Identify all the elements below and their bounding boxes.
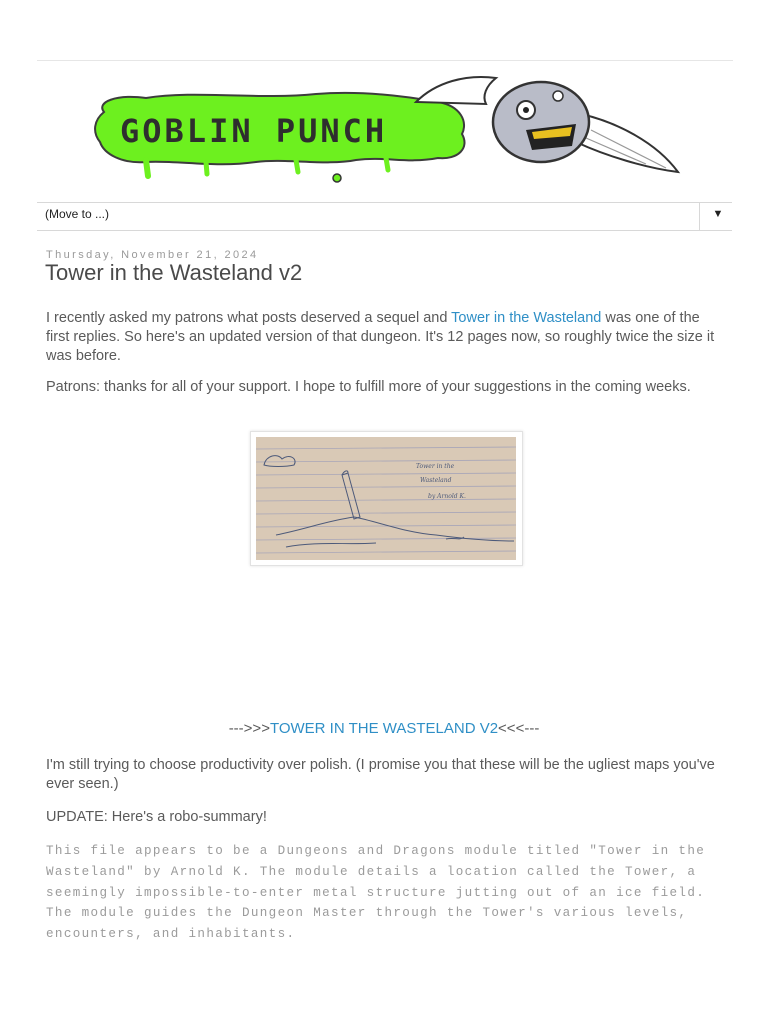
p1-text-before: I recently asked my patrons what posts deserved a sequel and: [46, 310, 452, 326]
sketch-caption-line-2: Wasteland: [420, 477, 452, 484]
tower-sketch-image[interactable]: [256, 437, 516, 560]
tower-in-the-wasteland-v2-link[interactable]: TOWER IN THE WASTELAND V2: [269, 720, 499, 737]
sketch-caption-line-1: Tower in the: [416, 463, 455, 470]
post-paragraph-3: I'm still trying to choose productivity over polish. (I promise you that these will be the ugliest maps you've ever seen.): [46, 757, 715, 792]
p1-text-after: was one of the first replies. So here's an updated version of that dungeon. It's 12 pages now, so roughly twice the size it was before.: [46, 310, 715, 364]
dropdown-label: (Move to ...): [45, 207, 110, 221]
post-title: Tower in the Wasteland v2: [45, 260, 303, 285]
page-nav-dropdown[interactable]: [37, 202, 732, 231]
tower-in-the-wasteland-link[interactable]: Tower in the Wasteland: [451, 310, 602, 326]
post-paragraph-2: Patrons: thanks for all of your support. I hope to fulfill more of your suggestions in the coming weeks.: [46, 379, 691, 395]
blog-banner-logo[interactable]: [86, 72, 682, 190]
post-image-frame[interactable]: [250, 431, 523, 566]
dropdown-arrow-icon[interactable]: ▼: [712, 208, 724, 220]
logo-text: GOBLIN PUNCH: [120, 112, 388, 150]
header-divider: [37, 60, 733, 61]
post-paragraph-1: [46, 309, 716, 366]
download-link-prefix: --->>>: [228, 720, 270, 737]
post-paragraph-4: UPDATE: Here's a robo-summary!: [46, 809, 267, 825]
dropdown-divider: [699, 203, 700, 230]
download-link-suffix: <<<---: [498, 720, 540, 737]
robo-summary: This file appears to be a Dungeons and Dragons module titled "Tower in the Wasteland" by Arnold K. The module details a location called the Tower, a seemingly impossible-to-enter metal structure jutting out of an ice field. The module guides the Dungeon Master through the Tower's various levels, encounters, and inhabitants.: [46, 844, 706, 942]
sketch-caption-line-3: by Arnold K.: [428, 493, 466, 500]
post-date: Thursday, November 21, 2024: [46, 249, 259, 261]
download-link-line: [0, 720, 768, 737]
